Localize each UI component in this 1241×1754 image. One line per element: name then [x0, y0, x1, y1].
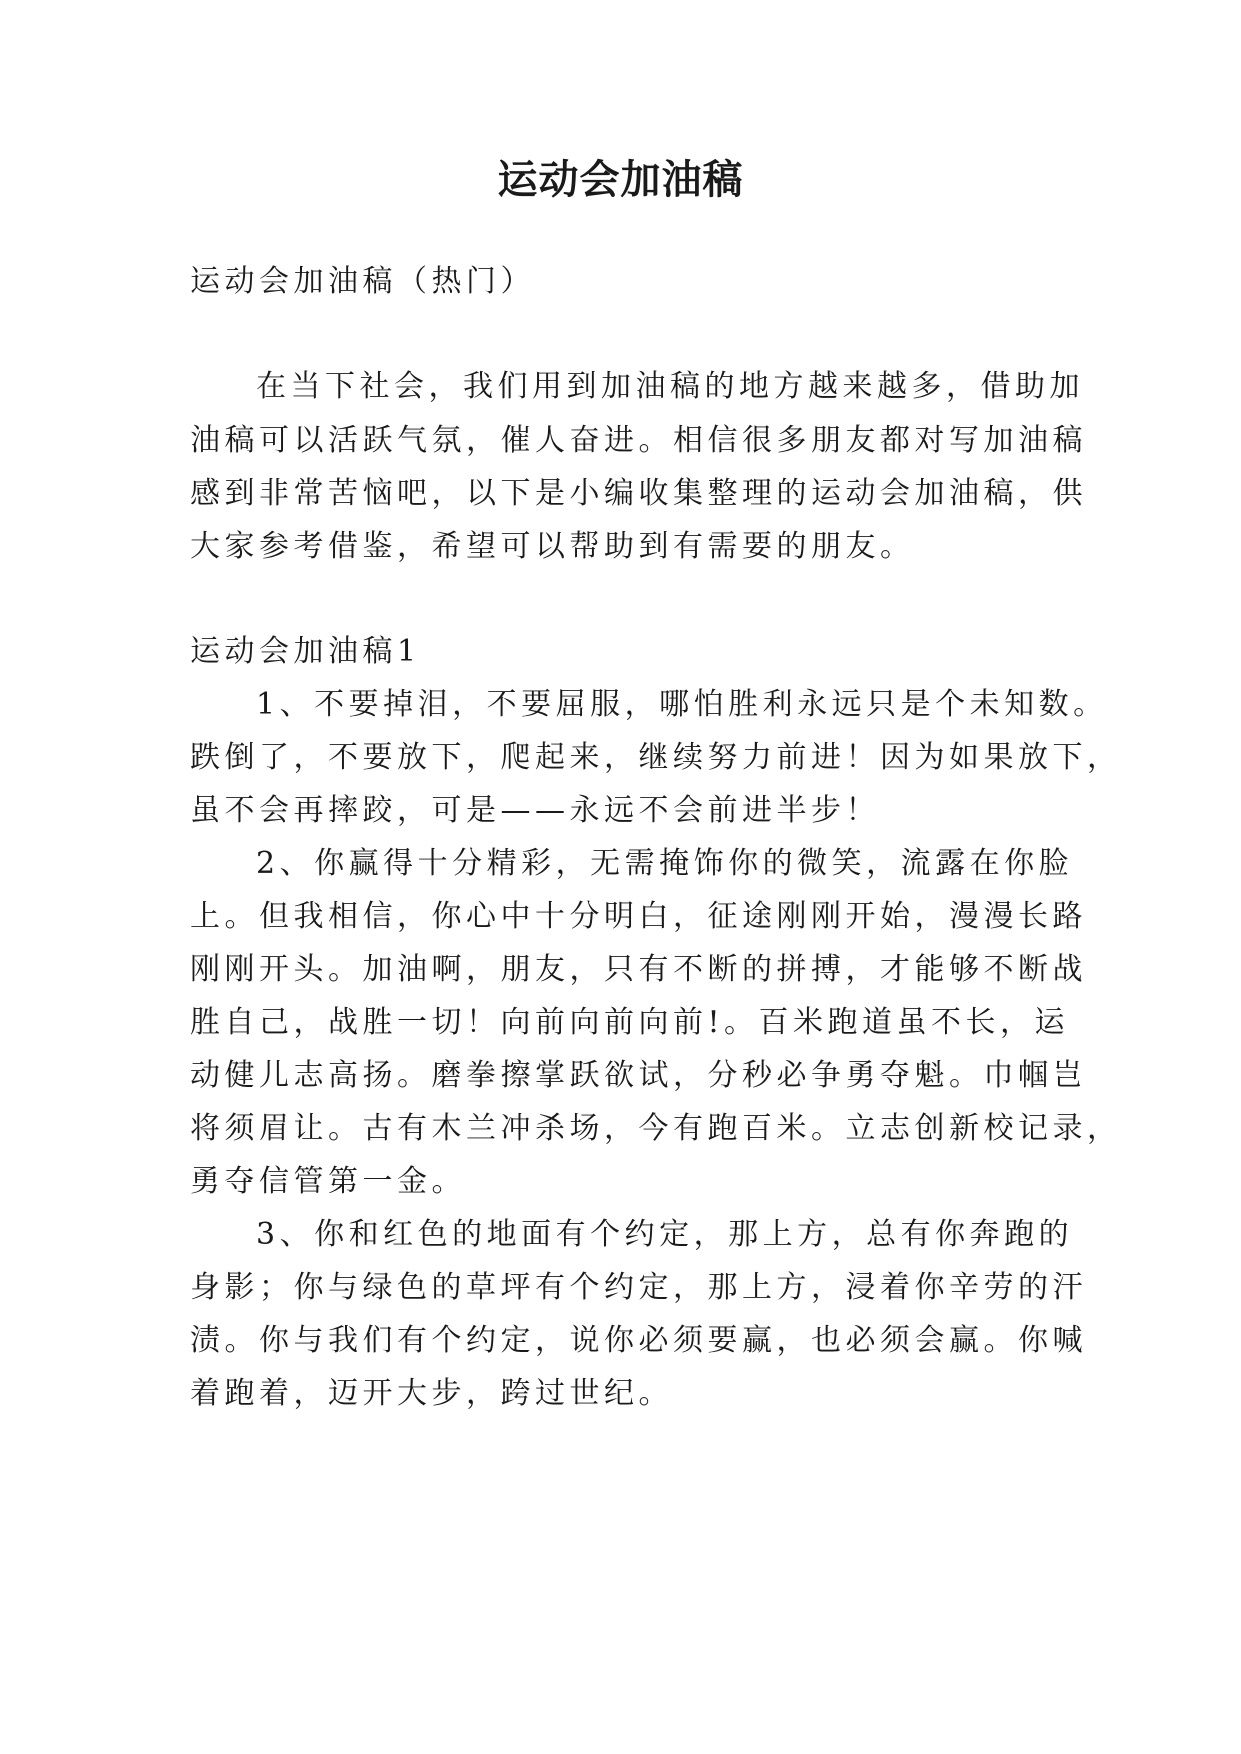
document-subtitle: 运动会加油稿（热门）: [190, 264, 535, 299]
cheer-line: 勇夺信管第一金。: [190, 1164, 466, 1199]
cheer-line: 将须眉让。古有木兰冲杀场，今有跑百米。立志创新校记录，: [190, 1111, 1122, 1146]
cheer-line: 动健儿志高扬。磨拳擦掌跃欲试，分秒必争勇夺魁。巾帼岂: [190, 1058, 1087, 1093]
cheer-line: 身影；你与绿色的草坪有个约定，那上方，浸着你辛劳的汗: [190, 1270, 1087, 1305]
cheer-line: 2、你赢得十分精彩，无需掩饰你的微笑，流露在你脸: [256, 846, 1074, 881]
cheer-line: 上。但我相信，你心中十分明白，征途刚刚开始，漫漫长路: [190, 899, 1087, 934]
cheer-line: 跌倒了，不要放下，爬起来，继续努力前进！因为如果放下，: [190, 740, 1122, 775]
cheer-line: 虽不会再摔跤，可是——永远不会前进半步！: [190, 793, 880, 828]
cheer-line: 刚刚开头。加油啊，朋友，只有不断的拼搏，才能够不断战: [190, 952, 1087, 987]
intro-line: 油稿可以活跃气氛，催人奋进。相信很多朋友都对写加油稿: [190, 423, 1087, 458]
intro-line: 在当下社会，我们用到加油稿的地方越来越多，借助加: [256, 369, 1084, 404]
cheer-line: 3、你和红色的地面有个约定，那上方，总有你奔跑的: [256, 1217, 1074, 1252]
intro-line: 大家参考借鉴，希望可以帮助到有需要的朋友。: [190, 529, 915, 564]
document-title: 运动会加油稿: [497, 157, 744, 203]
cheer-line: 渍。你与我们有个约定，说你必须要赢，也必须会赢。你喊: [190, 1323, 1087, 1358]
cheer-line: 着跑着，迈开大步，跨过世纪。: [190, 1376, 673, 1411]
cheer-line: 1、不要掉泪，不要屈服，哪怕胜利永远只是个未知数。: [256, 687, 1108, 722]
cheer-line: 胜自己，战胜一切！向前向前向前!。百米跑道虽不长，运: [190, 1005, 1070, 1040]
intro-line: 感到非常苦恼吧，以下是小编收集整理的运动会加油稿，供: [190, 476, 1087, 511]
section-heading: 运动会加油稿1: [190, 634, 421, 669]
